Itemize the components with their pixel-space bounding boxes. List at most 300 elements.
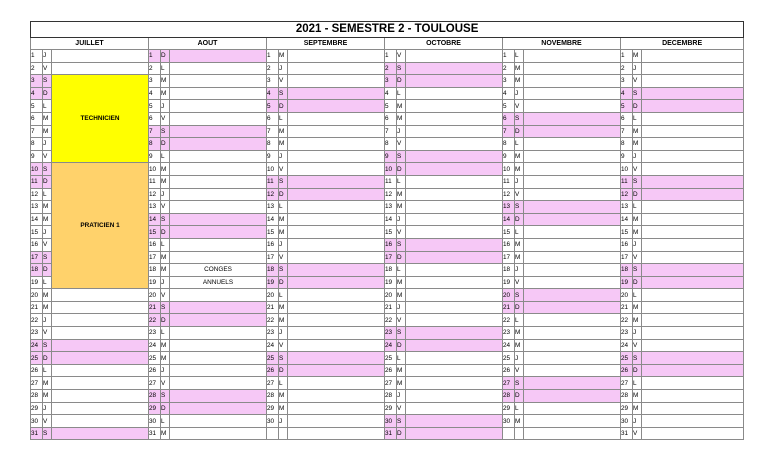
weekday-letter: M bbox=[43, 201, 52, 214]
weekday-letter: S bbox=[279, 175, 288, 188]
day-entry[interactable] bbox=[52, 339, 149, 352]
day-number: 22 bbox=[503, 314, 515, 327]
day-entry[interactable] bbox=[406, 289, 503, 302]
day-entry[interactable] bbox=[288, 327, 385, 340]
day-entry[interactable] bbox=[642, 150, 744, 163]
weekday-letter: M bbox=[515, 327, 524, 340]
day-number: 6 bbox=[31, 112, 43, 125]
day-entry[interactable] bbox=[288, 314, 385, 327]
day-note[interactable]: CONGES bbox=[170, 264, 267, 277]
weekday-letter: S bbox=[397, 62, 406, 75]
day-number: 1 bbox=[31, 50, 43, 63]
day-entry[interactable] bbox=[170, 314, 267, 327]
day-number: 24 bbox=[149, 339, 161, 352]
day-entry[interactable] bbox=[524, 188, 621, 201]
day-entry[interactable] bbox=[52, 390, 149, 403]
calendar-sheet bbox=[30, 21, 744, 440]
day-entry[interactable] bbox=[170, 251, 267, 264]
day-entry[interactable] bbox=[524, 301, 621, 314]
day-entry[interactable] bbox=[52, 327, 149, 340]
day-entry[interactable] bbox=[170, 301, 267, 314]
day-number: 4 bbox=[149, 87, 161, 100]
day-number: 20 bbox=[621, 289, 633, 302]
day-number: 1 bbox=[385, 50, 397, 63]
day-entry[interactable] bbox=[170, 175, 267, 188]
day-number: 9 bbox=[31, 150, 43, 163]
day-entry[interactable] bbox=[406, 352, 503, 365]
day-number: 14 bbox=[621, 213, 633, 226]
event-label: TECHNICIEN bbox=[80, 115, 120, 123]
day-number: 27 bbox=[267, 377, 279, 390]
day-number: 15 bbox=[503, 226, 515, 239]
day-entry[interactable] bbox=[170, 100, 267, 113]
weekday-letter: L bbox=[43, 100, 52, 113]
day-entry[interactable] bbox=[524, 138, 621, 151]
day-entry[interactable] bbox=[288, 289, 385, 302]
day-entry[interactable] bbox=[406, 188, 503, 201]
month-header-aout: AOUT bbox=[149, 38, 267, 50]
day-entry[interactable] bbox=[406, 264, 503, 277]
weekday-letter: M bbox=[279, 226, 288, 239]
day-entry[interactable] bbox=[406, 276, 503, 289]
day-entry[interactable] bbox=[288, 75, 385, 88]
weekday-letter: L bbox=[279, 201, 288, 214]
day-entry[interactable] bbox=[170, 163, 267, 176]
day-entry[interactable] bbox=[170, 289, 267, 302]
day-entry[interactable] bbox=[406, 201, 503, 214]
day-entry[interactable] bbox=[406, 377, 503, 390]
day-entry[interactable] bbox=[406, 402, 503, 415]
day-number: 23 bbox=[503, 327, 515, 340]
day-entry[interactable] bbox=[288, 238, 385, 251]
weekday-letter: M bbox=[515, 150, 524, 163]
day-number: 11 bbox=[31, 175, 43, 188]
weekday-letter: V bbox=[397, 226, 406, 239]
weekday-letter: L bbox=[633, 112, 642, 125]
weekday-letter: S bbox=[279, 87, 288, 100]
weekday-letter: V bbox=[43, 150, 52, 163]
weekday-letter: V bbox=[161, 112, 170, 125]
weekday-letter: V bbox=[43, 62, 52, 75]
day-number: 18 bbox=[385, 264, 397, 277]
day-number: 25 bbox=[503, 352, 515, 365]
day-entry[interactable] bbox=[642, 314, 744, 327]
month-header-juillet: JUILLET bbox=[31, 38, 149, 50]
table-row bbox=[31, 301, 744, 314]
day-entry[interactable] bbox=[642, 213, 744, 226]
day-entry[interactable] bbox=[170, 352, 267, 365]
day-entry[interactable] bbox=[52, 364, 149, 377]
day-entry[interactable] bbox=[524, 50, 621, 63]
day-entry[interactable] bbox=[406, 390, 503, 403]
day-number: 29 bbox=[503, 402, 515, 415]
weekday-letter: M bbox=[633, 390, 642, 403]
day-entry[interactable] bbox=[524, 75, 621, 88]
day-entry[interactable] bbox=[288, 226, 385, 239]
day-entry[interactable] bbox=[288, 377, 385, 390]
day-entry[interactable] bbox=[170, 62, 267, 75]
weekday-letter: M bbox=[515, 163, 524, 176]
day-entry[interactable] bbox=[52, 427, 149, 440]
day-entry[interactable] bbox=[52, 402, 149, 415]
day-entry[interactable] bbox=[642, 125, 744, 138]
weekday-letter: L bbox=[515, 314, 524, 327]
day-number: 6 bbox=[621, 112, 633, 125]
day-number: 10 bbox=[385, 163, 397, 176]
day-number: 12 bbox=[503, 188, 515, 201]
day-entry[interactable] bbox=[170, 364, 267, 377]
weekday-letter: V bbox=[633, 163, 642, 176]
day-entry[interactable] bbox=[170, 327, 267, 340]
day-entry[interactable] bbox=[52, 50, 149, 63]
calendar-grid bbox=[31, 50, 744, 440]
day-entry[interactable] bbox=[170, 226, 267, 239]
day-entry[interactable] bbox=[288, 188, 385, 201]
day-number: 4 bbox=[31, 87, 43, 100]
day-number: 30 bbox=[31, 415, 43, 428]
day-entry[interactable] bbox=[288, 364, 385, 377]
day-entry[interactable] bbox=[406, 251, 503, 264]
day-entry[interactable] bbox=[170, 201, 267, 214]
day-entry[interactable] bbox=[288, 276, 385, 289]
day-entry[interactable] bbox=[288, 87, 385, 100]
day-entry[interactable] bbox=[524, 150, 621, 163]
day-entry[interactable] bbox=[406, 339, 503, 352]
weekday-letter: L bbox=[397, 264, 406, 277]
day-entry[interactable] bbox=[52, 352, 149, 365]
weekday-letter: J bbox=[633, 238, 642, 251]
day-entry[interactable] bbox=[406, 427, 503, 440]
day-entry[interactable] bbox=[642, 402, 744, 415]
day-entry[interactable] bbox=[524, 201, 621, 214]
day-entry[interactable] bbox=[524, 314, 621, 327]
weekday-letter: S bbox=[397, 238, 406, 251]
weekday-letter: M bbox=[397, 364, 406, 377]
day-entry[interactable] bbox=[170, 415, 267, 428]
day-number: 19 bbox=[267, 276, 279, 289]
day-entry[interactable] bbox=[170, 238, 267, 251]
day-entry[interactable] bbox=[170, 213, 267, 226]
day-number: 13 bbox=[503, 201, 515, 214]
day-entry[interactable] bbox=[288, 213, 385, 226]
day-entry[interactable] bbox=[524, 339, 621, 352]
day-entry[interactable] bbox=[524, 251, 621, 264]
day-number: 13 bbox=[31, 201, 43, 214]
weekday-letter: J bbox=[161, 276, 170, 289]
empty-cell bbox=[279, 427, 288, 440]
weekday-letter: D bbox=[161, 50, 170, 63]
day-entry[interactable] bbox=[524, 377, 621, 390]
weekday-letter: J bbox=[397, 301, 406, 314]
day-number: 26 bbox=[503, 364, 515, 377]
day-entry[interactable] bbox=[288, 390, 385, 403]
day-entry[interactable] bbox=[642, 415, 744, 428]
day-entry[interactable] bbox=[406, 75, 503, 88]
day-entry[interactable] bbox=[524, 276, 621, 289]
day-number: 16 bbox=[267, 238, 279, 251]
day-entry[interactable] bbox=[406, 150, 503, 163]
weekday-letter: M bbox=[161, 264, 170, 277]
day-number: 21 bbox=[149, 301, 161, 314]
table-row bbox=[31, 289, 744, 302]
weekday-letter: L bbox=[515, 402, 524, 415]
day-number: 15 bbox=[149, 226, 161, 239]
day-entry[interactable] bbox=[406, 100, 503, 113]
day-entry[interactable] bbox=[642, 226, 744, 239]
weekday-letter: D bbox=[161, 138, 170, 151]
day-entry[interactable] bbox=[170, 427, 267, 440]
weekday-letter: J bbox=[43, 226, 52, 239]
day-number: 14 bbox=[31, 213, 43, 226]
day-entry[interactable] bbox=[406, 364, 503, 377]
day-entry[interactable] bbox=[406, 175, 503, 188]
day-entry[interactable] bbox=[406, 87, 503, 100]
table-row bbox=[31, 339, 744, 352]
day-entry[interactable] bbox=[524, 352, 621, 365]
day-number: 4 bbox=[621, 87, 633, 100]
weekday-letter: D bbox=[279, 276, 288, 289]
day-entry[interactable] bbox=[288, 150, 385, 163]
empty-cell bbox=[288, 427, 385, 440]
day-entry[interactable] bbox=[642, 427, 744, 440]
day-number: 6 bbox=[149, 112, 161, 125]
day-entry[interactable] bbox=[288, 339, 385, 352]
weekday-letter: V bbox=[279, 251, 288, 264]
day-entry[interactable] bbox=[288, 50, 385, 63]
day-entry[interactable] bbox=[406, 238, 503, 251]
table-row bbox=[31, 427, 744, 440]
day-entry[interactable] bbox=[642, 188, 744, 201]
table-row bbox=[31, 75, 744, 88]
day-number: 31 bbox=[621, 427, 633, 440]
day-number: 31 bbox=[385, 427, 397, 440]
day-number: 8 bbox=[267, 138, 279, 151]
day-entry[interactable] bbox=[642, 289, 744, 302]
day-entry[interactable] bbox=[524, 125, 621, 138]
day-entry[interactable] bbox=[52, 377, 149, 390]
day-entry[interactable] bbox=[642, 50, 744, 63]
day-entry[interactable] bbox=[170, 390, 267, 403]
day-entry[interactable] bbox=[288, 352, 385, 365]
day-entry[interactable] bbox=[642, 62, 744, 75]
day-note[interactable]: ANNUELS bbox=[170, 276, 267, 289]
day-entry[interactable] bbox=[170, 402, 267, 415]
event-technicien[interactable] bbox=[52, 75, 149, 163]
day-number: 9 bbox=[621, 150, 633, 163]
day-entry[interactable] bbox=[642, 201, 744, 214]
weekday-letter: D bbox=[633, 276, 642, 289]
day-number: 22 bbox=[267, 314, 279, 327]
day-number: 12 bbox=[267, 188, 279, 201]
day-entry[interactable] bbox=[406, 125, 503, 138]
weekday-letter: V bbox=[161, 201, 170, 214]
day-entry[interactable] bbox=[288, 251, 385, 264]
day-entry[interactable] bbox=[406, 163, 503, 176]
day-entry[interactable] bbox=[524, 390, 621, 403]
day-number: 31 bbox=[31, 427, 43, 440]
day-entry[interactable] bbox=[170, 150, 267, 163]
day-number: 23 bbox=[267, 327, 279, 340]
day-entry[interactable] bbox=[52, 62, 149, 75]
day-entry[interactable] bbox=[288, 138, 385, 151]
day-number: 8 bbox=[149, 138, 161, 151]
day-number: 8 bbox=[385, 138, 397, 151]
day-entry[interactable] bbox=[288, 163, 385, 176]
day-number: 11 bbox=[267, 175, 279, 188]
day-entry[interactable] bbox=[642, 238, 744, 251]
weekday-letter: M bbox=[161, 75, 170, 88]
day-entry[interactable] bbox=[642, 175, 744, 188]
weekday-letter: L bbox=[161, 238, 170, 251]
table-row bbox=[31, 402, 744, 415]
weekday-letter: J bbox=[279, 415, 288, 428]
day-entry[interactable] bbox=[406, 226, 503, 239]
day-number: 28 bbox=[31, 390, 43, 403]
day-entry[interactable] bbox=[406, 301, 503, 314]
day-entry[interactable] bbox=[524, 238, 621, 251]
day-entry[interactable] bbox=[288, 415, 385, 428]
day-entry[interactable] bbox=[288, 301, 385, 314]
day-entry[interactable] bbox=[642, 112, 744, 125]
day-entry[interactable] bbox=[524, 264, 621, 277]
day-number: 14 bbox=[503, 213, 515, 226]
day-entry[interactable] bbox=[524, 213, 621, 226]
day-entry[interactable] bbox=[52, 289, 149, 302]
day-entry[interactable] bbox=[170, 377, 267, 390]
day-entry[interactable] bbox=[170, 75, 267, 88]
day-number: 7 bbox=[149, 125, 161, 138]
day-entry[interactable] bbox=[524, 327, 621, 340]
day-entry[interactable] bbox=[288, 100, 385, 113]
day-entry[interactable] bbox=[288, 175, 385, 188]
day-number: 4 bbox=[267, 87, 279, 100]
weekday-letter: L bbox=[515, 138, 524, 151]
day-number: 19 bbox=[621, 276, 633, 289]
day-entry[interactable] bbox=[642, 251, 744, 264]
day-entry[interactable] bbox=[642, 276, 744, 289]
day-number: 27 bbox=[503, 377, 515, 390]
day-number: 24 bbox=[267, 339, 279, 352]
day-entry[interactable] bbox=[288, 264, 385, 277]
weekday-letter: D bbox=[397, 339, 406, 352]
day-number: 7 bbox=[503, 125, 515, 138]
day-entry[interactable] bbox=[524, 163, 621, 176]
day-entry[interactable] bbox=[642, 390, 744, 403]
day-entry[interactable] bbox=[524, 402, 621, 415]
weekday-letter: D bbox=[397, 75, 406, 88]
weekday-letter: M bbox=[633, 402, 642, 415]
day-entry[interactable] bbox=[642, 264, 744, 277]
empty-cell bbox=[515, 427, 524, 440]
day-entry[interactable] bbox=[524, 289, 621, 302]
day-number: 29 bbox=[31, 402, 43, 415]
day-entry[interactable] bbox=[642, 75, 744, 88]
day-entry[interactable] bbox=[170, 125, 267, 138]
day-entry[interactable] bbox=[170, 87, 267, 100]
weekday-letter: S bbox=[515, 112, 524, 125]
day-entry[interactable] bbox=[642, 301, 744, 314]
day-entry[interactable] bbox=[406, 213, 503, 226]
day-entry[interactable] bbox=[642, 138, 744, 151]
day-entry[interactable] bbox=[642, 339, 744, 352]
day-entry[interactable] bbox=[524, 62, 621, 75]
day-entry[interactable] bbox=[524, 100, 621, 113]
day-entry[interactable] bbox=[642, 163, 744, 176]
day-entry[interactable] bbox=[642, 327, 744, 340]
weekday-letter: L bbox=[397, 352, 406, 365]
day-number: 16 bbox=[503, 238, 515, 251]
month-header-septembre: SEPTEMBRE bbox=[267, 38, 385, 50]
weekday-letter: M bbox=[43, 390, 52, 403]
day-entry[interactable] bbox=[524, 87, 621, 100]
day-number: 17 bbox=[149, 251, 161, 264]
day-entry[interactable] bbox=[642, 352, 744, 365]
day-entry[interactable] bbox=[642, 364, 744, 377]
day-number: 11 bbox=[149, 175, 161, 188]
weekday-letter: M bbox=[515, 75, 524, 88]
day-entry[interactable] bbox=[642, 87, 744, 100]
day-entry[interactable] bbox=[52, 301, 149, 314]
day-entry[interactable] bbox=[170, 112, 267, 125]
day-number: 2 bbox=[385, 62, 397, 75]
day-entry[interactable] bbox=[524, 112, 621, 125]
day-entry[interactable] bbox=[524, 415, 621, 428]
table-row bbox=[31, 314, 744, 327]
day-entry[interactable] bbox=[288, 62, 385, 75]
weekday-letter: J bbox=[397, 213, 406, 226]
day-entry[interactable] bbox=[642, 100, 744, 113]
event-label: PRATICIEN 1 bbox=[80, 222, 120, 230]
day-number: 6 bbox=[385, 112, 397, 125]
weekday-letter: S bbox=[43, 339, 52, 352]
day-entry[interactable] bbox=[406, 62, 503, 75]
day-entry[interactable] bbox=[406, 327, 503, 340]
day-entry[interactable] bbox=[406, 50, 503, 63]
day-entry[interactable] bbox=[288, 201, 385, 214]
day-number: 5 bbox=[385, 100, 397, 113]
day-entry[interactable] bbox=[52, 415, 149, 428]
day-entry[interactable] bbox=[170, 339, 267, 352]
day-entry[interactable] bbox=[406, 138, 503, 151]
day-entry[interactable] bbox=[524, 175, 621, 188]
event-praticien[interactable] bbox=[52, 163, 149, 289]
day-number: 31 bbox=[149, 427, 161, 440]
day-entry[interactable] bbox=[642, 377, 744, 390]
day-entry[interactable] bbox=[406, 314, 503, 327]
day-entry[interactable] bbox=[524, 364, 621, 377]
day-entry[interactable] bbox=[288, 125, 385, 138]
day-number: 16 bbox=[31, 238, 43, 251]
day-number: 20 bbox=[149, 289, 161, 302]
day-entry[interactable] bbox=[170, 188, 267, 201]
day-entry[interactable] bbox=[288, 112, 385, 125]
day-entry[interactable] bbox=[406, 112, 503, 125]
day-number: 16 bbox=[385, 238, 397, 251]
day-entry[interactable] bbox=[52, 314, 149, 327]
weekday-letter: S bbox=[161, 301, 170, 314]
day-entry[interactable] bbox=[288, 402, 385, 415]
weekday-letter: L bbox=[161, 415, 170, 428]
day-number: 1 bbox=[149, 50, 161, 63]
day-number: 9 bbox=[267, 150, 279, 163]
day-number: 1 bbox=[621, 50, 633, 63]
day-entry[interactable] bbox=[406, 415, 503, 428]
weekday-letter: D bbox=[279, 364, 288, 377]
day-entry[interactable] bbox=[524, 226, 621, 239]
day-entry[interactable] bbox=[170, 138, 267, 151]
day-entry[interactable] bbox=[170, 50, 267, 63]
weekday-letter: J bbox=[397, 125, 406, 138]
